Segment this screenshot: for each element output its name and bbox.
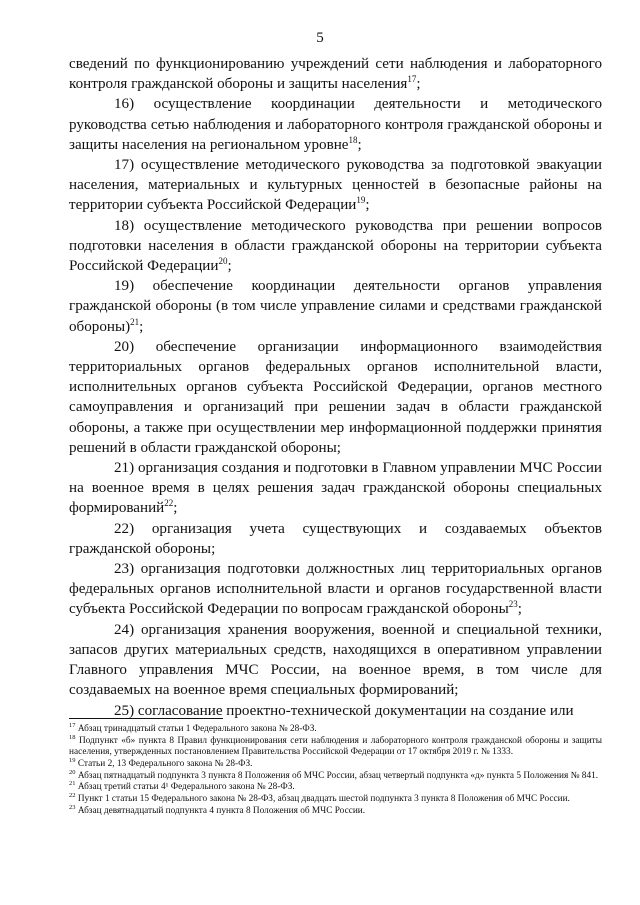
footnote-ref[interactable]: 17 xyxy=(407,74,417,85)
footnote-19 xyxy=(69,756,602,770)
footnotes xyxy=(69,721,602,818)
footnote-ref[interactable]: 18 xyxy=(348,134,358,145)
footnote-text: Статьи 2, 13 Федерального закона № 28-ФЗ. xyxy=(77,758,253,769)
paragraph-text: 16) осуществление координации деятельности и методического руководства сетью наблюдения и лабораторного контроля гражданской обороны и защиты населения на региональном уровне xyxy=(69,96,602,153)
paragraph-text: 24) организация хранения вооружения, военной и специальной техники, запасов других материальных средств, находящихся в оперативном управлении Главного управления МЧС России, на военное время, в том числе для создаваемых на военное время специальных формирований; xyxy=(69,621,602,699)
footnote-22 xyxy=(69,794,602,805)
paragraph-tail: ; xyxy=(173,500,178,517)
footnote-ref[interactable]: 21 xyxy=(130,316,140,327)
footnote-17 xyxy=(69,721,602,735)
page-number: 5 xyxy=(316,30,324,46)
paragraph-item-23 xyxy=(69,559,602,620)
paragraph-item-17 xyxy=(69,155,602,216)
paragraph-item-24 xyxy=(69,620,602,701)
paragraph-text: 22) организация учета существующих и создаваемых объектов гражданской обороны; xyxy=(69,520,602,557)
footnote-text: Подпункт «б» пункта 8 Правил функционирования сети наблюдения и лабораторного контроля гражданской обороны и защиты населения, утвержденных постановлением Правительства Российской Федерации от 17 октября 2019 г. № 1333. xyxy=(69,735,602,758)
paragraph-tail: ; xyxy=(357,136,362,153)
footnote-text: Абзац пятнадцатый подпункта 3 пункта 8 Положения об МЧС России, абзац четвертый подпункта «д» пункта 5 Положения № 841. xyxy=(77,770,599,781)
footnote-20 xyxy=(69,768,602,782)
footnote-mark: 22 xyxy=(69,792,76,800)
footnote-18 xyxy=(69,733,602,759)
footnote-ref[interactable]: 23 xyxy=(508,599,518,610)
footnote-mark: 18 xyxy=(69,733,76,741)
footnote-ref[interactable]: 19 xyxy=(356,195,366,206)
paragraph-text: сведений по функционированию учреждений сети наблюдения и лабораторного контроля гражданской обороны и защиты населения xyxy=(69,56,602,93)
paragraph-text: 17) осуществление методического руководства за подготовкой эвакуации населения, материальных и культурных ценностей в безопасные районы на территории субъекта Российской Федерации xyxy=(69,157,602,214)
footnote-mark: 23 xyxy=(69,803,76,811)
footnote-mark: 21 xyxy=(69,780,76,788)
paragraph-item-16 xyxy=(69,94,602,155)
paragraph-item-22 xyxy=(69,519,602,559)
paragraph-text: 18) осуществление методического руководства при решении вопросов подготовки населения в области гражданской обороны на территории субъекта Российской Федерации xyxy=(69,217,602,275)
footnote-ref[interactable]: 22 xyxy=(164,498,174,509)
footnote-text: Пункт 1 статьи 15 Федерального закона № 28-ФЗ, абзац двадцать шестой подпункта 3 пункта 8 Положения об МЧС России. xyxy=(77,794,570,805)
paragraph-tail: ; xyxy=(227,258,232,275)
paragraph-item-18 xyxy=(69,216,602,277)
paragraph-text: 23) организация подготовки должностных лиц территориальных органов федеральных органов исполнительной власти и органов государственной власти субъекта Российской Федерации по вопросам гражданской обороны xyxy=(69,561,602,618)
body-text xyxy=(69,54,602,721)
paragraph-item-20 xyxy=(69,337,602,458)
footnote-mark: 19 xyxy=(69,756,76,764)
footnote-mark: 20 xyxy=(69,768,76,776)
paragraph-text: 20) обеспечение организации информационного взаимодействия территориальных органов федеральных органов исполнительной власти, исполнительных органов субъекта Российской Федерации, органов местного самоуправления и организаций при решении задач в области гражданской обороны, а также при осуществлении мер информационной поддержки принятия решений в области гражданской обороны; xyxy=(69,338,602,456)
paragraph-text: 25) согласование проектно-технической документации на создание или xyxy=(114,702,574,719)
footnote-text: Абзац тринадцатый статьи 1 Федерального закона № 28-ФЗ. xyxy=(77,724,317,734)
footnote-text: Абзац третий статьи 4¹ Федерального закона № 28-ФЗ. xyxy=(77,782,295,793)
footnote-mark: 17 xyxy=(69,721,76,729)
paragraph-tail: ; xyxy=(139,318,144,335)
paragraph-text: 19) обеспечение координации деятельности органов управления гражданской обороны (в том числе управление силами и средствами гражданской обороны) xyxy=(69,278,602,335)
paragraph-tail: ; xyxy=(416,76,421,93)
paragraph-tail: ; xyxy=(365,197,370,214)
paragraph-text: 21) организация создания и подготовки в Главном управлении МЧС России на военное время в целях решения задач гражданской обороны специальных формирований xyxy=(69,460,602,517)
footnote-21 xyxy=(69,782,602,793)
paragraph-item-19 xyxy=(69,276,602,337)
footnote-separator xyxy=(69,718,223,719)
footnote-ref[interactable]: 20 xyxy=(218,256,228,266)
paragraph-item-21 xyxy=(69,458,602,519)
paragraph-tail: ; xyxy=(517,601,522,618)
paragraph-continuation xyxy=(69,54,602,94)
footnote-text: Абзац девятнадцатый подпункта 4 пункта 8 Положения об МЧС России. xyxy=(77,806,366,817)
footnote-23 xyxy=(69,803,602,817)
